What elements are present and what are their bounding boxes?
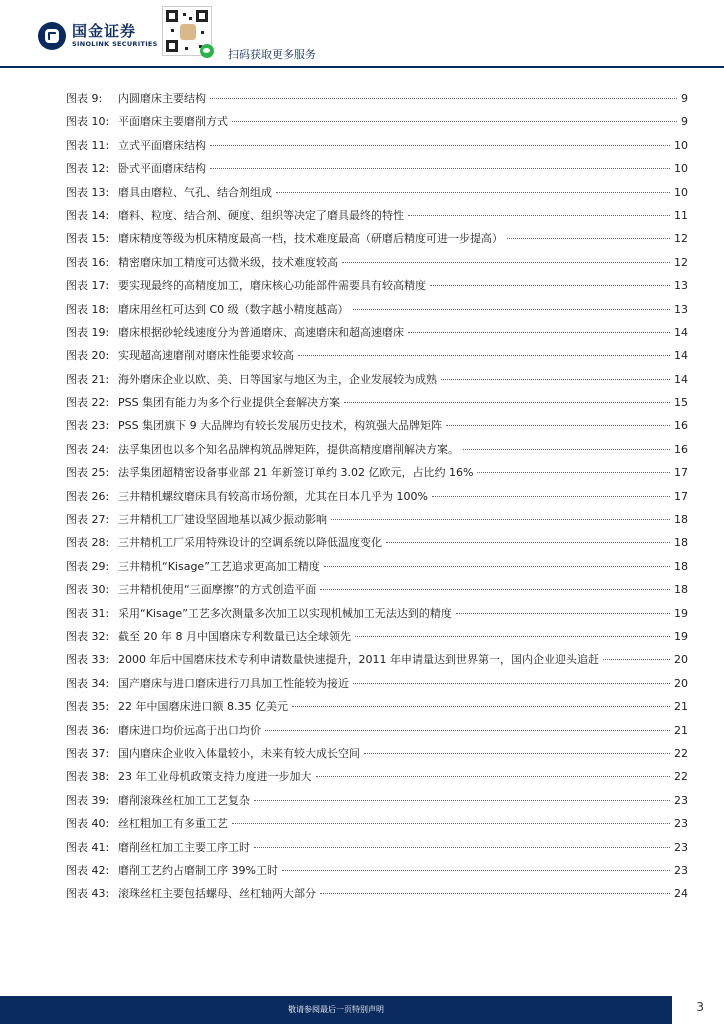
toc-entry-page: 10 (674, 162, 688, 176)
toc-entry-page: 9 (681, 92, 688, 105)
toc-leader-dots (232, 121, 677, 122)
toc-entry-title: 磨床根据砂轮线速度分为普通磨床、高速磨床和超高速磨床 (118, 325, 404, 339)
toc-entry[interactable] (66, 347, 688, 370)
toc-entry-label: 图表 22: (66, 396, 110, 410)
toc-entry-page: 18 (674, 559, 688, 573)
toc-entry-title: 磨床精度等级为机床精度最高一档，技术难度最高（研磨后精度可进一步提高） (118, 232, 503, 246)
toc-entry-label: 图表 41: (66, 840, 110, 854)
toc-entry[interactable] (66, 862, 688, 885)
toc-entry[interactable] (66, 441, 688, 464)
toc-entry-label: 图表 38: (66, 770, 110, 784)
toc-entry-page: 23 (674, 840, 688, 854)
toc-entry-title: 磨削滚珠丝杠加工工艺复杂 (118, 793, 250, 807)
toc-leader-dots (254, 800, 670, 801)
toc-entry[interactable] (66, 137, 688, 160)
toc-entry-label: 图表 18: (66, 302, 110, 316)
toc-entry-page: 18 (674, 513, 688, 527)
toc-entry-label: 图表 19: (66, 325, 110, 339)
sinolink-logo-icon (38, 22, 66, 50)
toc-entry-label: 图表 24: (66, 442, 110, 456)
toc-entry-label: 图表 28: (66, 536, 110, 550)
toc-entry-title: PSS 集团有能力为多个行业提供全套解决方案 (118, 396, 341, 410)
toc-entry-label: 图表 12: (66, 162, 110, 176)
toc-entry-page: 23 (674, 817, 688, 831)
footer-disclaimer: 敬请参阅最后一页特别声明 (288, 1005, 384, 1014)
toc-entry-label: 图表 11: (66, 138, 110, 152)
toc-leader-dots (320, 589, 670, 590)
toc-leader-dots (355, 636, 670, 637)
toc-entry-page: 17 (674, 489, 688, 503)
toc-entry-label: 图表 15: (66, 232, 110, 246)
toc-entry-page: 19 (674, 629, 688, 643)
toc-leader-dots (254, 847, 670, 848)
toc-leader-dots (342, 262, 670, 263)
toc-leader-dots (456, 613, 670, 614)
toc-entry-page: 9 (681, 115, 688, 129)
toc-entry-title: 滚珠丝杠主要包括螺母、丝杠轴两大部分 (118, 887, 316, 901)
toc-entry[interactable] (66, 698, 688, 721)
toc-entry[interactable] (66, 628, 688, 651)
toc-entry[interactable] (66, 745, 688, 768)
toc-entry-label: 图表 26: (66, 489, 110, 503)
toc-entry-title: 磨具由磨粒、气孔、结合剂组成 (118, 185, 272, 199)
toc-entry-page: 21 (674, 700, 688, 714)
toc-entry-label: 图表 43: (66, 887, 110, 901)
toc-entry-title: 磨削丝杠加工主要工序工时 (118, 840, 250, 854)
page-number: 3 (696, 1000, 704, 1014)
toc-leader-dots (292, 706, 670, 707)
toc-entry-page: 10 (674, 185, 688, 199)
toc-entry[interactable] (66, 675, 688, 698)
toc-entry-title: 三井精机螺纹磨床具有较高市场份额，尤其在日本几乎为 100% (118, 489, 428, 503)
toc-entry-title: 22 年中国磨床进口额 8.35 亿美元 (118, 700, 288, 714)
toc-entry[interactable] (66, 160, 688, 183)
toc-entry-label: 图表 23: (66, 419, 110, 433)
toc-entry-label: 图表 16: (66, 255, 110, 269)
toc-entry-page: 22 (674, 770, 688, 784)
toc-entry-page: 16 (674, 442, 688, 456)
toc-entry[interactable] (66, 558, 688, 581)
toc-entry-label: 图表 20: (66, 349, 110, 363)
toc-entry-page: 12 (674, 255, 688, 269)
toc-leader-dots (210, 168, 670, 169)
toc-entry-title: PSS 集团旗下 9 大品牌均有较长发展历史技术，构筑强大品牌矩阵 (118, 419, 443, 433)
toc-leader-dots (353, 309, 670, 310)
toc-entry-page: 13 (674, 279, 688, 293)
toc-entry-title: 立式平面磨床结构 (118, 138, 206, 152)
toc-entry-label: 图表 36: (66, 723, 110, 737)
toc-entry[interactable] (66, 605, 688, 628)
toc-entry[interactable] (66, 207, 688, 230)
toc-entry-page: 14 (674, 372, 688, 386)
toc-leader-dots (441, 379, 670, 380)
toc-entry[interactable] (66, 371, 688, 394)
toc-entry[interactable] (66, 885, 688, 908)
toc-entry-page: 16 (674, 419, 688, 433)
toc-leader-dots (344, 402, 670, 403)
toc-entry-title: 国产磨床与进口磨床进行刀具加工性能较为接近 (118, 676, 349, 690)
toc-entry[interactable] (66, 511, 688, 534)
toc-entry-page: 13 (674, 302, 688, 316)
logo-chinese-name: 国金证券 (72, 22, 137, 40)
toc-leader-dots (282, 870, 670, 871)
toc-entry[interactable] (66, 417, 688, 440)
company-logo (38, 22, 158, 50)
toc-entry-title: 平面磨床主要磨削方式 (118, 115, 228, 129)
toc-entry-title: 采用“Kisage”工艺多次测量多次加工以实现机械加工无法达到的精度 (118, 606, 452, 620)
toc-entry[interactable] (66, 464, 688, 487)
toc-leader-dots (298, 355, 670, 356)
toc-entry-label: 图表 27: (66, 513, 110, 527)
toc-entry[interactable] (66, 534, 688, 557)
toc-entry[interactable] (66, 839, 688, 862)
wechat-icon (200, 44, 214, 58)
toc-entry[interactable] (66, 90, 688, 113)
toc-entry-title: 法孚集团也以多个知名品牌构筑品牌矩阵，提供高精度磨削解决方案。 (118, 442, 459, 456)
toc-leader-dots (507, 238, 670, 239)
toc-entry-page: 21 (674, 723, 688, 737)
toc-entry-label: 图表 42: (66, 863, 110, 877)
toc-entry-label: 图表 21: (66, 372, 110, 386)
toc-leader-dots (386, 542, 670, 543)
toc-leader-dots (477, 472, 670, 473)
toc-entry-page: 23 (674, 863, 688, 877)
toc-entry-page: 20 (674, 676, 688, 690)
toc-entry-page: 11 (674, 208, 688, 222)
toc-leader-dots (430, 285, 670, 286)
toc-entry-title: 磨削工艺约占磨制工序 39%工时 (118, 863, 278, 877)
toc-entry-page: 22 (674, 746, 688, 760)
toc-entry-label: 图表 9: (66, 92, 103, 105)
toc-entry[interactable] (66, 301, 688, 324)
toc-leader-dots (210, 98, 677, 99)
toc-leader-dots (432, 496, 670, 497)
toc-entry-label: 图表 31: (66, 606, 110, 620)
toc-entry-label: 图表 30: (66, 583, 110, 597)
toc-entry[interactable] (66, 768, 688, 791)
toc-entry-title: 国内磨床企业收入体量较小，未来有较大成长空间 (118, 746, 360, 760)
toc-entry-title: 磨料、粒度、结合剂、硬度、组织等决定了磨具最终的特性 (118, 208, 404, 222)
toc-leader-dots (331, 519, 670, 520)
toc-entry-label: 图表 39: (66, 793, 110, 807)
toc-entry-page: 23 (674, 793, 688, 807)
toc-entry[interactable] (66, 184, 688, 207)
toc-leader-dots (364, 753, 670, 754)
figure-table-of-contents (66, 90, 688, 909)
toc-entry-title: 海外磨床企业以欧、美、日等国家与地区为主，企业发展较为成熟 (118, 372, 437, 386)
toc-entry-page: 19 (674, 606, 688, 620)
toc-entry[interactable] (66, 488, 688, 511)
toc-entry-title: 丝杠粗加工有多重工艺 (118, 817, 228, 831)
toc-entry-title: 实现超高速磨削对磨床性能要求较高 (118, 349, 294, 363)
toc-entry[interactable] (66, 651, 688, 674)
toc-entry-title: 法孚集团超精密设备事业部 21 年新签订单约 3.02 亿欧元，占比约 16% (118, 466, 474, 480)
toc-entry[interactable] (66, 581, 688, 604)
toc-leader-dots (324, 566, 670, 567)
toc-entry-label: 图表 29: (66, 559, 110, 573)
toc-entry-label: 图表 10: (66, 115, 110, 129)
toc-entry-title: 截至 20 年 8 月中国磨床专利数量已达全球领先 (118, 629, 351, 643)
toc-entry-label: 图表 33: (66, 653, 110, 667)
page-header (0, 0, 724, 66)
toc-entry-title: 磨床用丝杠可达到 C0 级（数字越小精度越高） (118, 302, 349, 316)
toc-entry-label: 图表 34: (66, 676, 110, 690)
toc-entry-page: 18 (674, 583, 688, 597)
toc-entry[interactable] (66, 792, 688, 815)
toc-entry-label: 图表 17: (66, 279, 110, 293)
toc-entry-page: 14 (674, 325, 688, 339)
toc-entry-label: 图表 25: (66, 466, 110, 480)
toc-entry[interactable] (66, 394, 688, 417)
toc-entry-label: 图表 35: (66, 700, 110, 714)
toc-leader-dots (408, 215, 670, 216)
toc-entry-title: 精密磨床加工精度可达微米级，技术难度较高 (118, 255, 338, 269)
toc-leader-dots (320, 893, 670, 894)
logo-english-name: SINOLINK SECURITIES (72, 40, 158, 48)
toc-entry-page: 17 (674, 466, 688, 480)
scan-for-more-text: 扫码获取更多服务 (228, 48, 316, 61)
toc-entry-page: 24 (674, 887, 688, 901)
toc-entry-page: 18 (674, 536, 688, 550)
toc-entry[interactable] (66, 254, 688, 277)
toc-entry-label: 图表 14: (66, 208, 110, 222)
header-divider (0, 66, 724, 68)
toc-leader-dots (316, 776, 671, 777)
toc-entry[interactable] (66, 277, 688, 300)
toc-leader-dots (446, 425, 670, 426)
toc-entry-page: 15 (674, 396, 688, 410)
toc-entry-title: 内圆磨床主要结构 (118, 92, 206, 105)
toc-entry-label: 图表 37: (66, 746, 110, 760)
toc-leader-dots (463, 449, 670, 450)
toc-entry-label: 图表 40: (66, 817, 110, 831)
toc-entry-page: 20 (674, 653, 688, 667)
toc-entry-title: 2000 年后中国磨床技术专利申请数量快速提升，2011 年申请量达到世界第一，国内企业迎头追赶 (118, 653, 599, 667)
toc-entry-title: 要实现最终的高精度加工，磨床核心功能部件需要具有较高精度 (118, 279, 426, 293)
toc-entry-title: 三井精机使用“三面摩擦”的方式创造平面 (118, 583, 317, 597)
toc-entry[interactable] (66, 230, 688, 253)
toc-leader-dots (210, 145, 670, 146)
toc-leader-dots (232, 823, 670, 824)
toc-entry-title: 三井精机“Kisage”工艺追求更高加工精度 (118, 559, 320, 573)
toc-entry-title: 三井精机工厂采用特殊设计的空调系统以降低温度变化 (118, 536, 382, 550)
toc-entry-page: 10 (674, 138, 688, 152)
toc-entry[interactable] (66, 722, 688, 745)
toc-entry-title: 三井精机工厂建设坚固地基以减少振动影响 (118, 513, 327, 527)
toc-entry-title: 磨床进口均价远高于出口均价 (118, 723, 261, 737)
toc-entry-label: 图表 13: (66, 185, 110, 199)
toc-entry-page: 12 (674, 232, 688, 246)
toc-entry[interactable] (66, 113, 688, 136)
toc-leader-dots (353, 683, 670, 684)
toc-entry-label: 图表 32: (66, 629, 110, 643)
toc-leader-dots (408, 332, 670, 333)
toc-entry[interactable] (66, 324, 688, 347)
toc-leader-dots (265, 730, 670, 731)
toc-entry-title: 23 年工业母机政策支持力度进一步加大 (118, 770, 312, 784)
toc-leader-dots (276, 192, 670, 193)
toc-entry-title: 卧式平面磨床结构 (118, 162, 206, 176)
toc-entry-page: 14 (674, 349, 688, 363)
toc-leader-dots (603, 659, 670, 660)
toc-entry[interactable] (66, 815, 688, 838)
